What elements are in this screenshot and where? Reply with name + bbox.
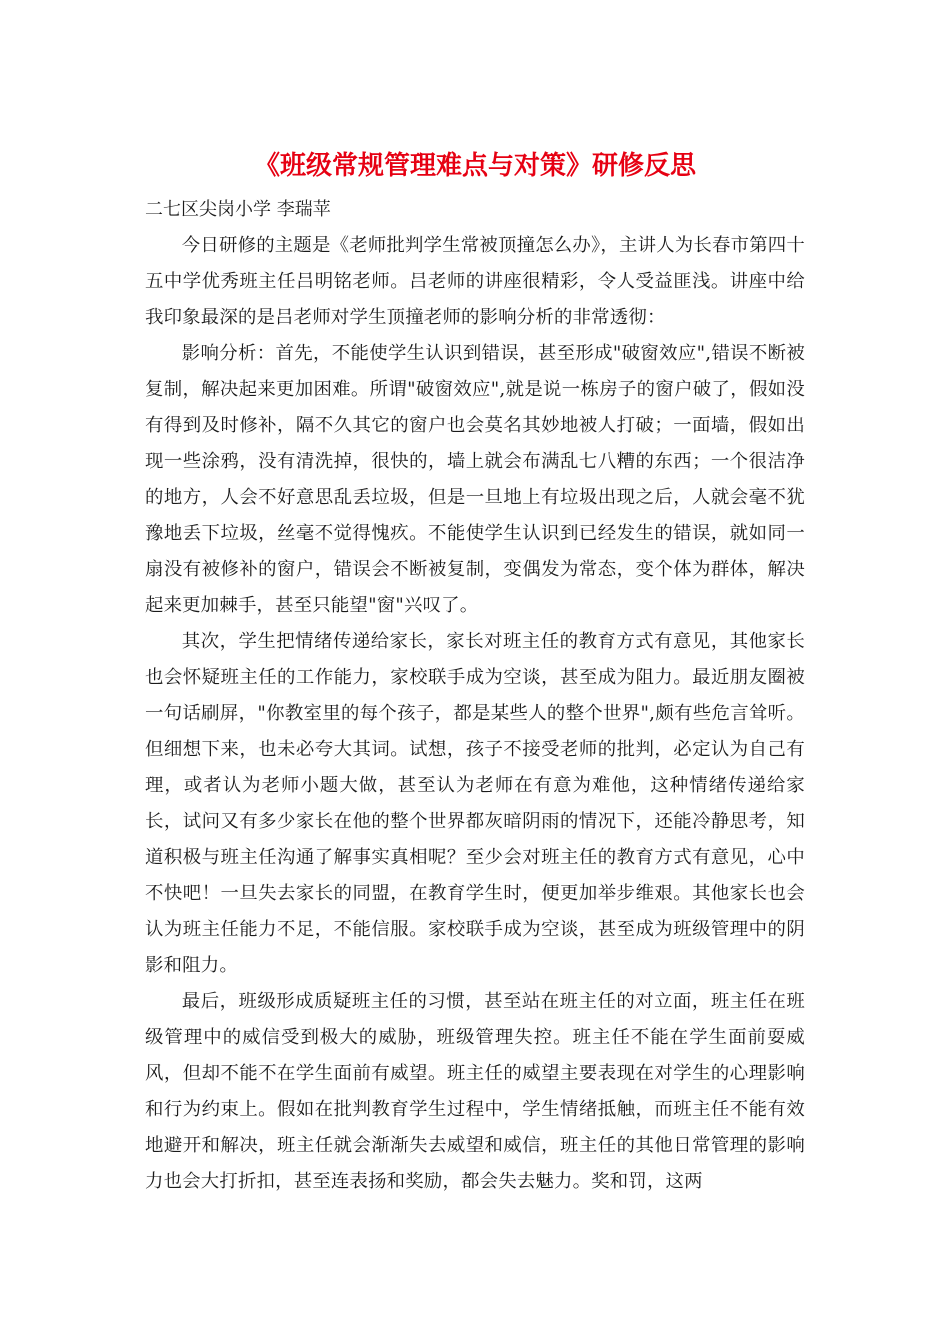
author-line: 二七区尖岗小学 李瑞苹 xyxy=(145,199,331,220)
paragraph-intro: 今日研修的主题是《老师批判学生常被顶撞怎么办》，主讲人为长春市第四十五中学优秀班主任吕明铭老师。吕老师的讲座很精彩，令人受益匪浅。讲座中给我印象最深的是吕老师对学生顶撞老师的影响分析的非常透彻： xyxy=(145,235,805,328)
document-body xyxy=(145,228,805,1200)
paragraph-third-impact: 最后，班级形成质疑班主任的习惯，甚至站在班主任的对立面，班主任在班级管理中的威信受到极大的威胁，班级管理失控。班主任不能在学生面前耍威风，但却不能不在学生面前有威望。班主任的威望主要表现在对学生的心理影响和行为约束上。假如在批判教育学生过程中，学生情绪抵触，而班主任不能有效地避开和解决，班主任就会渐渐失去威望和威信，班主任的其他日常管理的影响力也会大打折扣，甚至连表扬和奖励，都会失去魅力。奖和罚，这两 xyxy=(145,991,805,1192)
paragraph-second-impact: 其次，学生把情绪传递给家长，家长对班主任的教育方式有意见，其他家长也会怀疑班主任的工作能力，家校联手成为空谈，甚至成为阻力。最近朋友圈被一句话刷屏，"你教室里的每个孩子，都是某些人的整个世界",颇有些危言耸听。但细想下来，也未必夸大其词。试想，孩子不接受老师的批判，必定认为自己有理，或者认为老师小题大做，甚至认为老师在有意为难他，这种情绪传递给家长，试问又有多少家长在他的整个世界都灰暗阴雨的情况下，还能冷静思考，知道积极与班主任沟通了解事实真相呢？至少会对班主任的教育方式有意见，心中不快吧！一旦失去家长的同盟，在教育学生时，便更加举步维艰。其他家长也会认为班主任能力不足，不能信服。家校联手成为空谈，甚至成为班级管理中的阴影和阻力。 xyxy=(145,631,805,976)
paragraph-first-impact: 影响分析：首先，不能使学生认识到错误，甚至形成"破窗效应",错误不断被复制，解决起来更加困难。所谓"破窗效应",就是说一栋房子的窗户破了，假如没有得到及时修补，隔不久其它的窗户也会莫名其妙地被人打破；一面墙，假如出现一些涂鸦，没有清洗掉，很快的，墙上就会布满乱七八糟的东西；一个很洁净的地方，人会不好意思乱丢垃圾，但是一旦地上有垃圾出现之后，人就会毫不犹豫地丢下垃圾，丝毫不觉得愧疚。不能使学生认识到已经发生的错误，就如同一扇没有被修补的窗户，错误会不断被复制，变偶发为常态，变个体为群体，解决起来更加棘手，甚至只能望"窗"兴叹了。 xyxy=(145,343,805,616)
document-title: 《班级常规管理难点与对策》研修反思 xyxy=(253,151,696,181)
